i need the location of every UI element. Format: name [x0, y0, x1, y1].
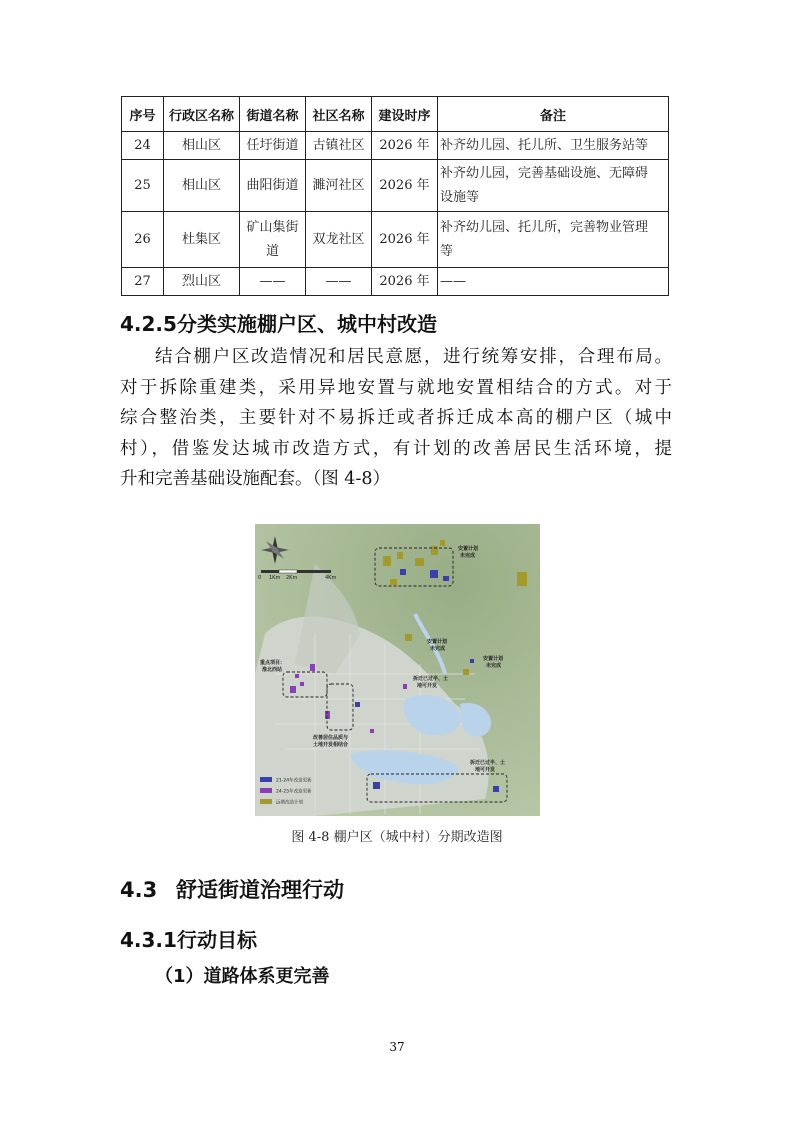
table-row	[122, 160, 669, 212]
map-annotation: 地可开发	[417, 683, 438, 689]
table-header-row	[122, 97, 669, 132]
cell-street	[240, 212, 306, 268]
legend-label: 24-25年改造更新	[276, 789, 312, 795]
map-annotation: 安置计划	[427, 639, 448, 645]
street-line: 矿山集街	[246, 219, 299, 235]
scale-label: 1Km	[269, 575, 281, 581]
scale-label: 2Km	[286, 575, 298, 581]
body-paragraph	[120, 342, 672, 495]
note-line: 设施等	[440, 189, 480, 205]
cell-street: 任圩街道	[240, 132, 306, 160]
cell-district: 相山区	[164, 132, 240, 160]
paragraph-line: 升和完善基础设施配套。（图 4-8）	[120, 469, 390, 489]
section-heading-4-3-1: 4.3.1行动目标	[120, 928, 257, 952]
header-cell: 街道名称	[240, 97, 306, 132]
cell-no: 25	[122, 160, 164, 212]
cell-no: 26	[122, 212, 164, 268]
table-row	[122, 268, 669, 296]
map-annotation: 安置计划	[483, 656, 504, 662]
note-line: 补齐幼儿园，完善基础设施、无障碍	[440, 165, 649, 181]
scale-label: 0	[258, 575, 262, 581]
map-annotation: 拆迁已过半、土	[413, 676, 449, 682]
section-number: 4.3	[120, 878, 158, 902]
cell-note	[438, 212, 669, 268]
cell-no: 27	[122, 268, 164, 296]
community-plan-table	[121, 96, 669, 296]
header-cell: 建设时序	[372, 97, 438, 132]
section-title: 舒适街道治理行动	[176, 878, 344, 902]
figure-caption: 图 4-8 棚户区（城中村）分期改造图	[291, 830, 503, 845]
cell-note	[438, 160, 669, 212]
cell-year: 2026 年	[372, 212, 438, 268]
cell-note	[438, 132, 669, 160]
cell-community: ——	[306, 268, 372, 296]
subheading-item-1: （1）道路体系更完善	[155, 966, 330, 987]
cell-community: 双龙社区	[306, 212, 372, 268]
table-row	[122, 132, 669, 160]
map-annotation: 未完成	[430, 646, 446, 652]
map-annotation: 土地开发相结合	[313, 742, 349, 748]
note-line: ——	[440, 273, 466, 289]
map-annotation: 重点项目：	[260, 660, 286, 666]
cell-note	[438, 268, 669, 296]
cell-year: 2026 年	[372, 268, 438, 296]
map-annotation: 淮北西站	[262, 667, 283, 673]
street-line: 道	[265, 243, 279, 259]
cell-district: 杜集区	[164, 212, 240, 268]
legend-label: 远期改造计划	[276, 800, 303, 806]
cell-community: 濉河社区	[306, 160, 372, 212]
map-annotation: 改善居住品质与	[313, 735, 349, 741]
map-annotation: 拆迁已过半、土	[470, 760, 506, 766]
renovation-phasing-map	[255, 524, 540, 816]
section-heading-4-2-5: 4.2.5分类实施棚户区、城中村改造	[120, 312, 437, 336]
note-line: 补齐幼儿园、托儿所，完善物业管理	[440, 219, 649, 235]
header-cell: 社区名称	[306, 97, 372, 132]
table-row	[122, 212, 669, 268]
header-cell: 行政区名称	[164, 97, 240, 132]
scale-label: 4Km	[325, 575, 337, 581]
cell-no: 24	[122, 132, 164, 160]
cell-year: 2026 年	[372, 132, 438, 160]
header-cell: 备注	[438, 97, 669, 132]
cell-street: 曲阳街道	[240, 160, 306, 212]
map-annotation: 未完成	[486, 663, 502, 669]
map-annotation: 地可开发	[475, 767, 496, 773]
cell-district: 相山区	[164, 160, 240, 212]
legend-label: 21-24年改造更新	[276, 778, 312, 784]
paragraph-line: 综合整治类，主要针对不易拆迁或者拆迁成本高的棚户区（城中	[120, 408, 672, 428]
section-heading-4-3	[120, 874, 344, 904]
note-line: 等	[440, 243, 454, 259]
paragraph-line: 村），借鉴发达城市改造方式，有计划的改善居民生活环境，提	[120, 438, 672, 459]
cell-year: 2026 年	[372, 160, 438, 212]
scale-bar	[258, 570, 336, 581]
cell-community: 古镇社区	[306, 132, 372, 160]
map-annotation: 未完成	[460, 553, 476, 559]
cell-district: 烈山区	[164, 268, 240, 296]
paragraph-line: 对于拆除重建类，采用异地安置与就地安置相结合的方式。对于	[120, 377, 672, 398]
note-line: 补齐幼儿园、托儿所、卫生服务站等	[440, 137, 649, 153]
cell-street: ——	[240, 268, 306, 296]
paragraph-line: 结合棚户区改造情况和居民意愿，进行统筹安排，合理布局。	[155, 347, 672, 367]
page-number: 37	[389, 1040, 405, 1054]
header-cell: 序号	[122, 97, 164, 132]
map-annotation: 安置计划	[458, 546, 479, 552]
